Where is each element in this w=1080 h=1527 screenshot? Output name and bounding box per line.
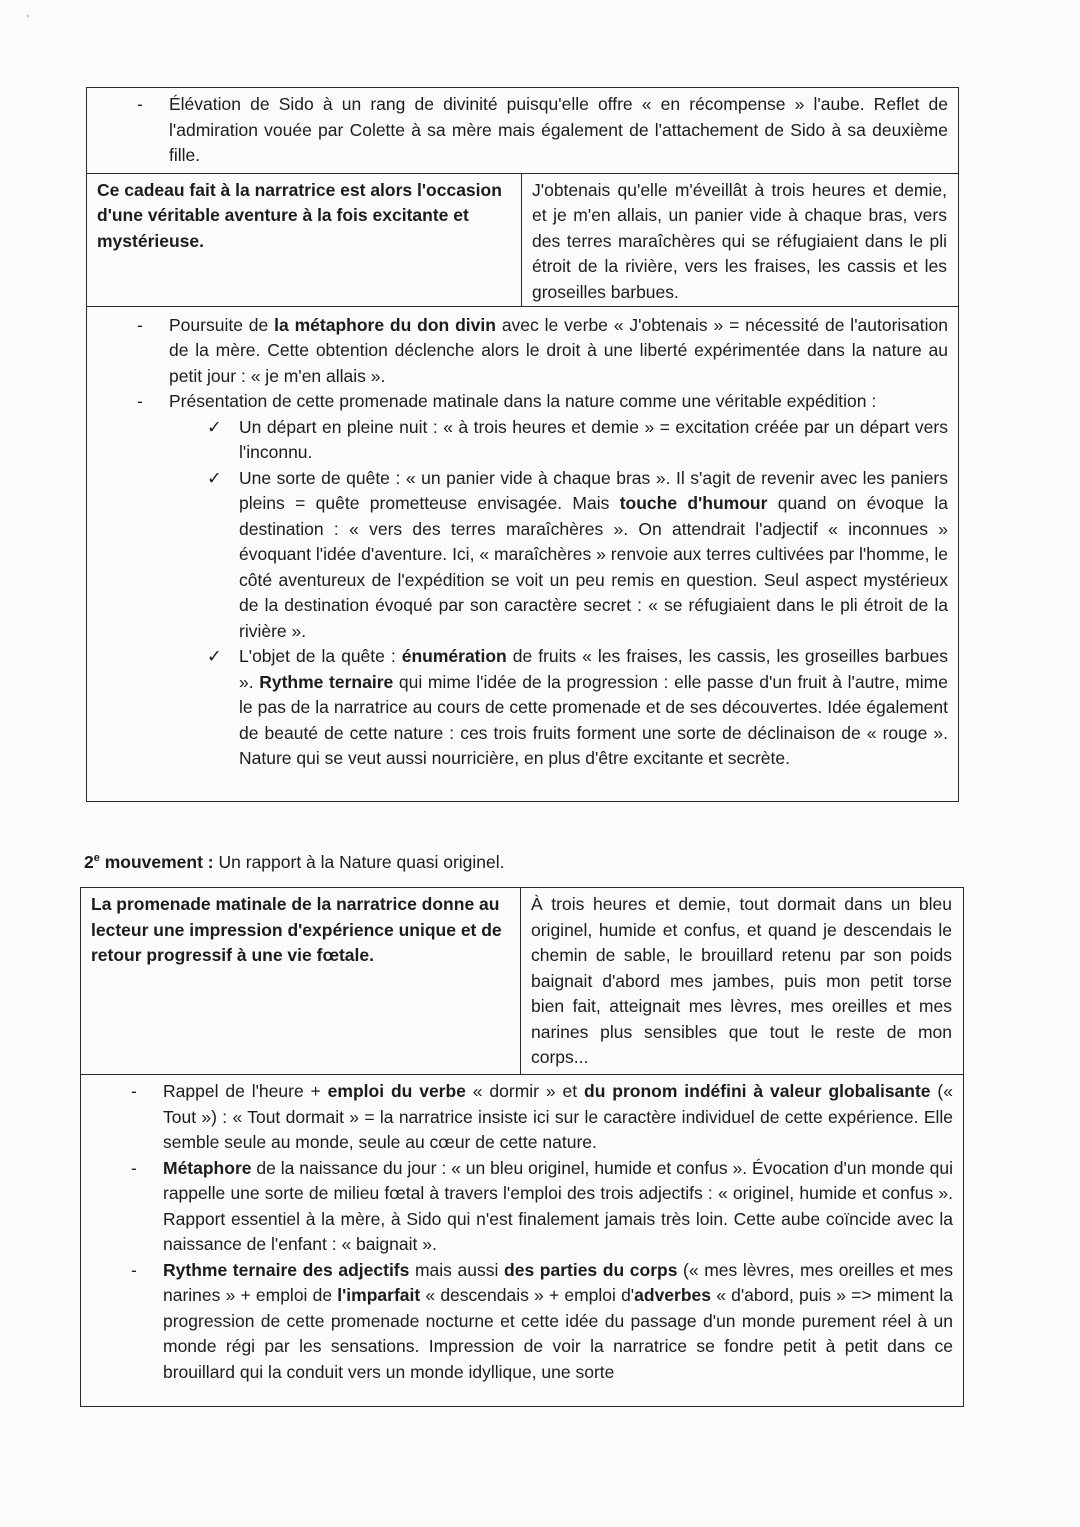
analysis-box-2 <box>80 887 964 1407</box>
section-heading <box>84 846 505 875</box>
bold-run: Rythme ternaire <box>259 671 394 692</box>
heading-title: Un rapport à la Nature quasi originel. <box>213 851 505 872</box>
text-run: Poursuite de <box>169 314 275 335</box>
heading-label: 2e mouvement : <box>84 851 214 872</box>
text-run: avec le verbe « J'obtenais » = nécessité de l'autorisation de la mère. Cette obtention déclenche alors le droit à une liberté expérimentée dans la nature au petit jour : « je m'en allais ». <box>169 314 949 386</box>
bold-run: énumération <box>401 646 507 666</box>
bold-run: Rythme ternaire des adjectifs <box>163 1259 410 1280</box>
quote-row-1 <box>87 173 958 306</box>
text-run: qui mime l'idée de la progression : elle passe d'un fruit à l'autre, mime le pas de la narratrice au cours de cette promenade et de ses découvertes. Idée également de beauté de cette nature : ces trois fruits forment une sorte de déclinaison de « rouge ». Nature qui se veut aussi nourricière, en plus d'être excitante et secrète. <box>239 671 948 768</box>
bold-run: Métaphore <box>163 1157 252 1178</box>
intro-item-text: Élévation de Sido à un rang de divinité puisqu'elle offre « en récompense » l'aube. Reflet de l'admiration vouée par Colette à sa mère mais également de l'attachement de Sido à sa deuxième fille. <box>169 94 948 165</box>
quote-row-1-comment: Ce cadeau fait à la narratrice est alors l'occasion d'une véritable aventure à la fois excitante et mystérieuse. <box>87 174 522 306</box>
text-run: Un départ en pleine nuit : « à trois heures et demie » = excitation créée par un départ vers l'inconnu. <box>239 416 948 462</box>
check-item <box>87 644 948 772</box>
text-run: « d'abord, puis » => miment la progression de cette promenade nocturne et cette idée du passage d'un monde purement réel à un monde régi par les sensations. Impression de voir la narratrice se fondre petit à petit dans ce brouillard qui la conduit vers un monde idyllique, une sorte <box>163 1285 953 1382</box>
bold-run: emploi du verbe <box>327 1081 466 1101</box>
analysis-item <box>81 1079 953 1156</box>
text-run: Présentation de cette promenade matinale dans la nature comme une véritable expédition : <box>169 391 877 411</box>
scan-mark: ` <box>26 13 30 27</box>
text-run: Une sorte de quête : « un panier vide à chaque bras ». Il s'agit de revenir avec les paniers pleins = quête prometteuse envisagée. Mais <box>239 467 948 513</box>
quote-row-2-comment: La promenade matinale de la narratrice donne au lecteur une impression d'expérience unique et de retour progressif à une vie fœtale. <box>81 888 521 1074</box>
analysis-item <box>81 1156 953 1258</box>
text-run: (« Tout ») : « Tout dormait » = la narratrice insiste ici sur le caractère individuel de cette expérience. Elle semble seule au monde, seule au cœur de cette nature. <box>163 1081 953 1152</box>
bold-run: l'imparfait <box>337 1285 421 1305</box>
quote-row-1-quote: J'obtenais qu'elle m'éveillât à trois heures et demie, et je m'en allais, un panier vide à chaque bras, vers des terres maraîchères qui se réfugiaient dans le pli étroit de la rivière, vers les fraises, les cassis et les groseilles barbues. <box>532 179 947 302</box>
checkmark-icon: ✓ <box>207 467 222 488</box>
check-item <box>87 415 948 466</box>
checkmark-icon: ✓ <box>207 646 222 666</box>
quote-row-2 <box>81 888 963 1074</box>
intro-item <box>87 92 948 169</box>
text-run: mais aussi <box>409 1259 505 1280</box>
text-run: quand on évoque la destination : « vers des terres maraîchères ». On attendrait l'adjectif « inconnues » évoquant l'idée d'aventure. Ici, « maraîchères » renvoie aux terres cultivées par l'homme, le côté aventureux de l'expédition se voit un peu remis en question. Seul aspect mystérieux de la destination évoqué par son caractère secret : « se réfugiaient dans le pli étroit de la rivière ». <box>239 493 948 641</box>
text-run: Rappel de l'heure + <box>163 1081 328 1101</box>
text-run: de fruits « les fraises, les cassis, les groseilles barbues ». <box>239 646 948 692</box>
bold-run: des parties du corps <box>504 1259 678 1280</box>
checkmark-icon: ✓ <box>207 416 222 437</box>
quote-row-2-quote: À trois heures et demie, tout dormait dans un bleu originel, humide et confus, et quand je descendais le chemin de sable, le brouillard retenu par son poids baignait d'abord mes jambes, puis mon petit torse bien fait, atteignait mes lèvres, mes oreilles et mes narines plus sensibles que tout le reste de mon corps... <box>531 894 952 1067</box>
analysis-section-1 <box>87 306 958 772</box>
analysis-box-1 <box>86 87 959 802</box>
analysis-item <box>87 389 948 415</box>
text-run: (« mes lèvres, mes oreilles et mes narines » + emploi de <box>163 1259 954 1305</box>
text-run: L'objet de la quête : <box>239 646 402 666</box>
check-item <box>87 466 948 645</box>
bold-run: adverbes <box>634 1285 712 1305</box>
analysis-section-2 <box>81 1074 963 1385</box>
analysis-item <box>81 1258 953 1386</box>
text-run: « dormir » et <box>465 1081 584 1101</box>
bold-run: touche d'humour <box>619 493 768 513</box>
bold-run: du pronom indéfini à valeur globalisante <box>584 1081 931 1101</box>
bold-run: la métaphore du don divin <box>274 314 496 335</box>
text-run: de la naissance du jour : « un bleu originel, humide et confus ». Évocation d'un monde qui rappelle une sorte de milieu fœtal à travers l'emploi des trois adjectifs : « originel, humide et confus ». Rapport essentiel à la mère, à Sido qui n'est finalement jamais très loin. Cette aube coïncide avec la naissance de l'enfant : « baignait ». <box>163 1157 953 1254</box>
analysis-item <box>87 313 948 390</box>
text-run: « descendais » + emploi d' <box>420 1285 635 1305</box>
